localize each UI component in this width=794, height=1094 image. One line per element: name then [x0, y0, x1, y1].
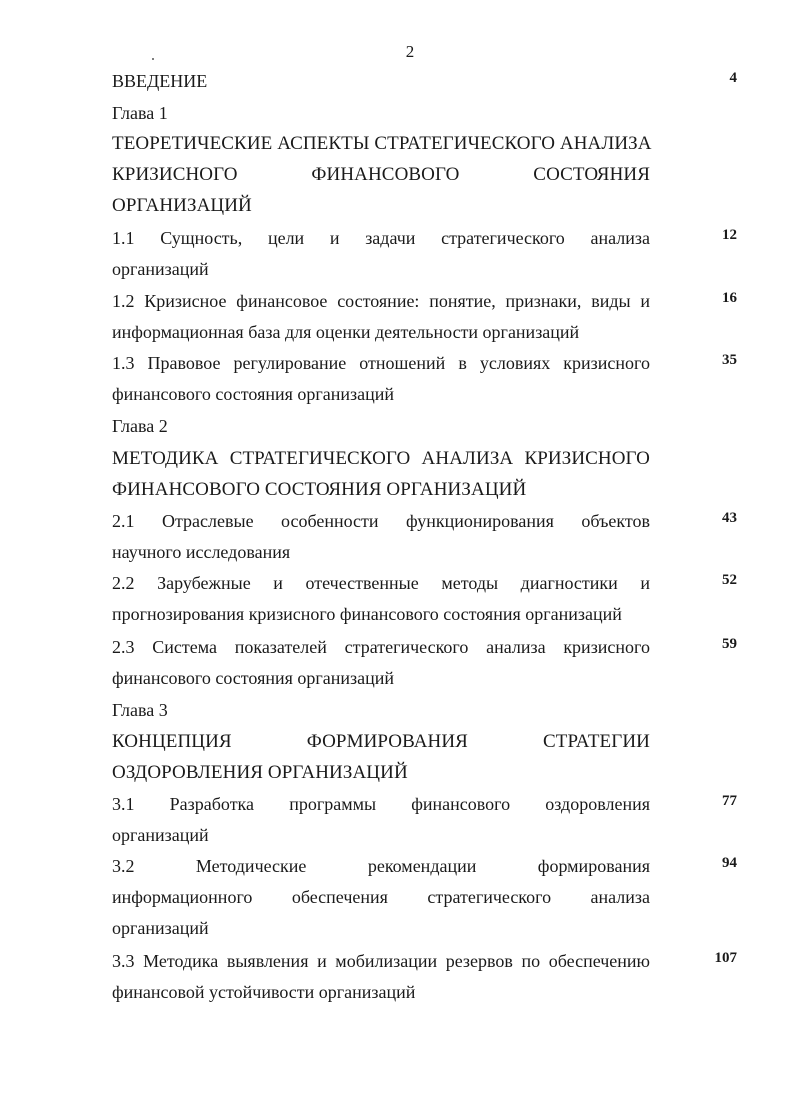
chapter-2-title	[112, 443, 650, 505]
section-line: организаций	[112, 918, 209, 938]
toc-section-2-3-page: 59	[722, 636, 737, 652]
toc-section-1-3-page: 35	[722, 352, 737, 368]
toc-intro-text: ВВЕДЕНИЕ	[112, 71, 208, 91]
section-line: финансового состояния организаций	[112, 668, 395, 688]
section-line: прогнозирования кризисного финансового состояния организаций	[112, 604, 622, 624]
section-line: информационного обеспечения стратегического анализа	[112, 887, 650, 907]
toc-section-3-2-page: 94	[722, 855, 737, 871]
toc-section-1-3	[112, 348, 650, 410]
chapter-1-title	[112, 128, 650, 221]
section-line: 3.2 Методические рекомендации формирования	[112, 856, 650, 876]
chapter-label-text: Глава 1	[112, 103, 168, 123]
chapter-title-line: ТЕОРЕТИЧЕСКИЕ АСПЕКТЫ СТРАТЕГИЧЕСКОГО АНАЛИЗА	[112, 133, 652, 154]
toc-section-3-2	[112, 851, 650, 944]
toc-section-1-1	[112, 223, 650, 285]
chapter-1-label	[112, 98, 650, 129]
toc-intro-page: 4	[729, 70, 737, 86]
chapter-label-text: Глава 2	[112, 416, 168, 436]
toc-section-3-3-page: 107	[714, 950, 737, 966]
toc-section-1-2-page: 16	[722, 290, 737, 306]
chapter-title-line: ФИНАНСОВОГО СОСТОЯНИЯ ОРГАНИЗАЦИЙ	[112, 479, 527, 500]
section-line: 3.3 Методика выявления и мобилизации резервов по обеспечению	[112, 951, 650, 971]
section-line: 1.3 Правовое регулирование отношений в условиях кризисного	[112, 353, 650, 373]
chapter-3-title	[112, 726, 650, 788]
section-line: организаций	[112, 825, 209, 845]
toc-section-3-3	[112, 946, 650, 1008]
section-line: научного исследования	[112, 542, 291, 562]
section-line: 2.2 Зарубежные и отечественные методы диагностики и	[112, 573, 650, 593]
toc-section-2-2	[112, 568, 650, 630]
chapter-title-line: ОЗДОРОВЛЕНИЯ ОРГАНИЗАЦИЙ	[112, 762, 408, 783]
section-line: 2.3 Система показателей стратегического анализа кризисного	[112, 637, 650, 657]
toc-section-1-1-page: 12	[722, 227, 737, 243]
toc-section-3-1-page: 77	[722, 793, 737, 809]
toc-section-2-2-page: 52	[722, 572, 737, 588]
toc-section-1-2	[112, 286, 650, 348]
section-line: 1.1 Сущность, цели и задачи стратегического анализа	[112, 228, 650, 248]
section-line: 2.1 Отраслевые особенности функционирования объектов	[112, 511, 650, 531]
chapter-label-text: Глава 3	[112, 700, 168, 720]
chapter-title-line: КРИЗИСНОГО ФИНАНСОВОГО СОСТОЯНИЯ	[112, 164, 650, 185]
toc-intro-title	[112, 66, 650, 97]
section-line: финансовой устойчивости организаций	[112, 982, 416, 1002]
chapter-title-line: КОНЦЕПЦИЯ ФОРМИРОВАНИЯ СТРАТЕГИИ	[112, 731, 650, 752]
page-number: 2	[405, 42, 415, 61]
toc-section-2-1-page: 43	[722, 510, 737, 526]
chapter-2-label	[112, 411, 650, 442]
section-line: финансового состояния организаций	[112, 384, 395, 404]
scan-speck	[152, 58, 154, 60]
toc-section-3-1	[112, 789, 650, 851]
chapter-title-line: ОРГАНИЗАЦИЙ	[112, 195, 252, 216]
chapter-title-line: МЕТОДИКА СТРАТЕГИЧЕСКОГО АНАЛИЗА КРИЗИСНОГО	[112, 448, 650, 469]
chapter-3-label	[112, 695, 650, 726]
section-line: 3.1 Разработка программы финансового оздоровления	[112, 794, 650, 814]
section-line: организаций	[112, 259, 209, 279]
toc-section-2-1	[112, 506, 650, 568]
toc-section-2-3	[112, 632, 650, 694]
section-line: 1.2 Кризисное финансовое состояние: понятие, признаки, виды и	[112, 291, 650, 311]
section-line: информационная база для оценки деятельности организаций	[112, 322, 580, 342]
